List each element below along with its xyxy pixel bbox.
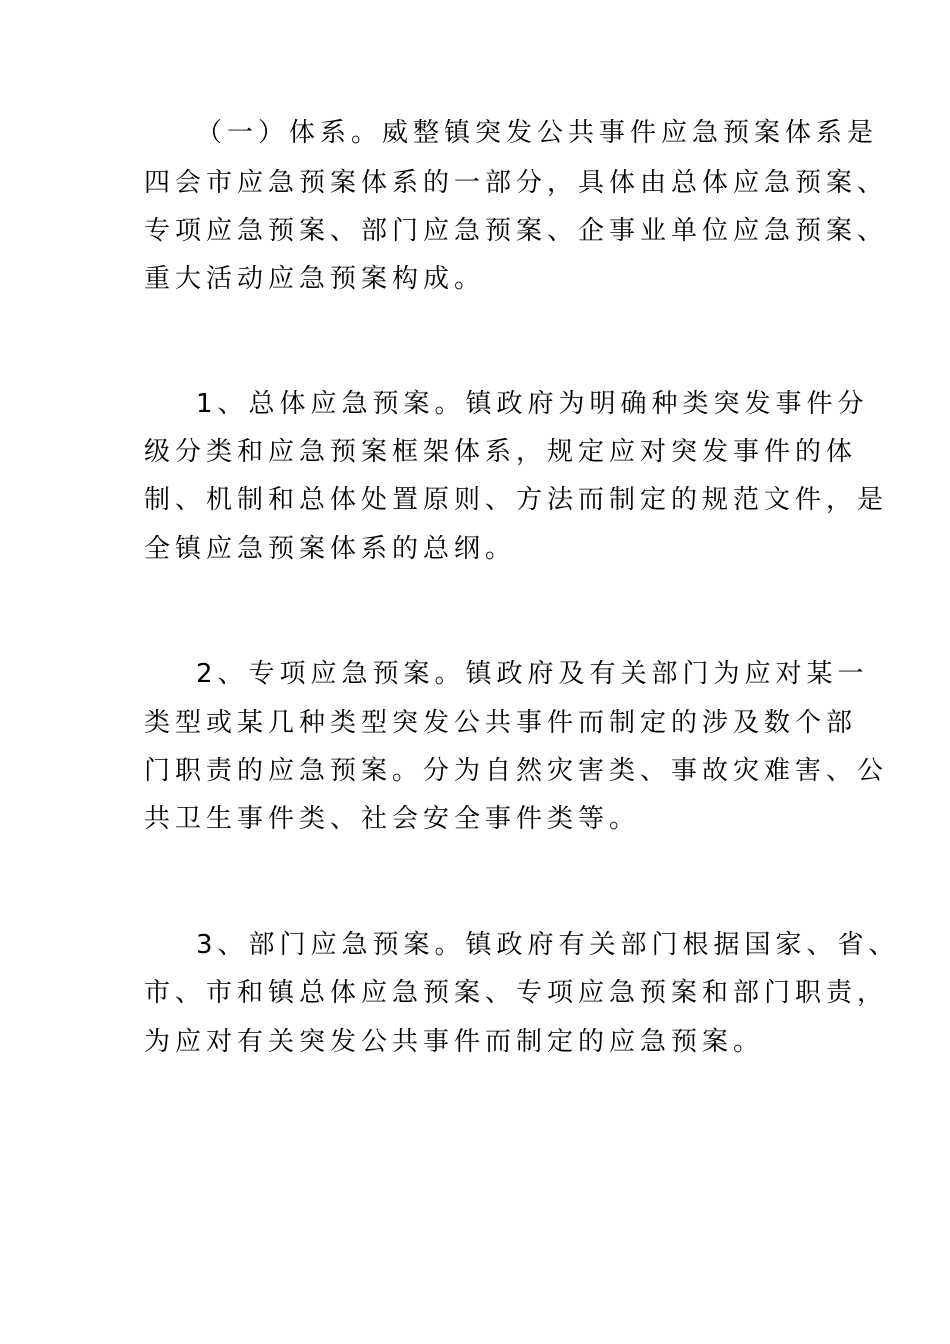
paragraph-line: 重大活动应急预案构成。 bbox=[144, 264, 486, 294]
paragraph-line: 1、总体应急预案。镇政府为明确种类突发事件分 bbox=[196, 389, 869, 419]
paragraph-line: 专项应急预案、部门应急预案、企事业单位应急预案、 bbox=[144, 216, 889, 246]
paragraph-line: 门职责的应急预案。分为自然灾害类、事故灾难害、公 bbox=[144, 756, 889, 786]
paragraph-line: 类型或某几种类型突发公共事件而制定的涉及数个部 bbox=[144, 708, 858, 738]
paragraph-line: 共卫生事件类、社会安全事件类等。 bbox=[144, 804, 641, 834]
paragraph-line: 2、专项应急预案。镇政府及有关部门为应对某一 bbox=[196, 659, 869, 689]
paragraph-line: （一）体系。威整镇突发公共事件应急预案体系是 bbox=[196, 118, 879, 148]
paragraph-line: 为应对有关突发公共事件而制定的应急预案。 bbox=[144, 1027, 765, 1057]
paragraph-line: 3、部门应急预案。镇政府有关部门根据国家、省、 bbox=[196, 930, 900, 960]
paragraph-line: 市、市和镇总体应急预案、专项应急预案和部门职责， bbox=[144, 978, 889, 1008]
paragraph-line: 级分类和应急预案框架体系，规定应对突发事件的体 bbox=[144, 437, 858, 467]
paragraph-line: 制、机制和总体处置原则、方法而制定的规范文件，是 bbox=[144, 485, 889, 515]
paragraph-line: 四会市应急预案体系的一部分，具体由总体应急预案、 bbox=[144, 168, 889, 198]
paragraph-line: 全镇应急预案体系的总纲。 bbox=[144, 534, 517, 564]
